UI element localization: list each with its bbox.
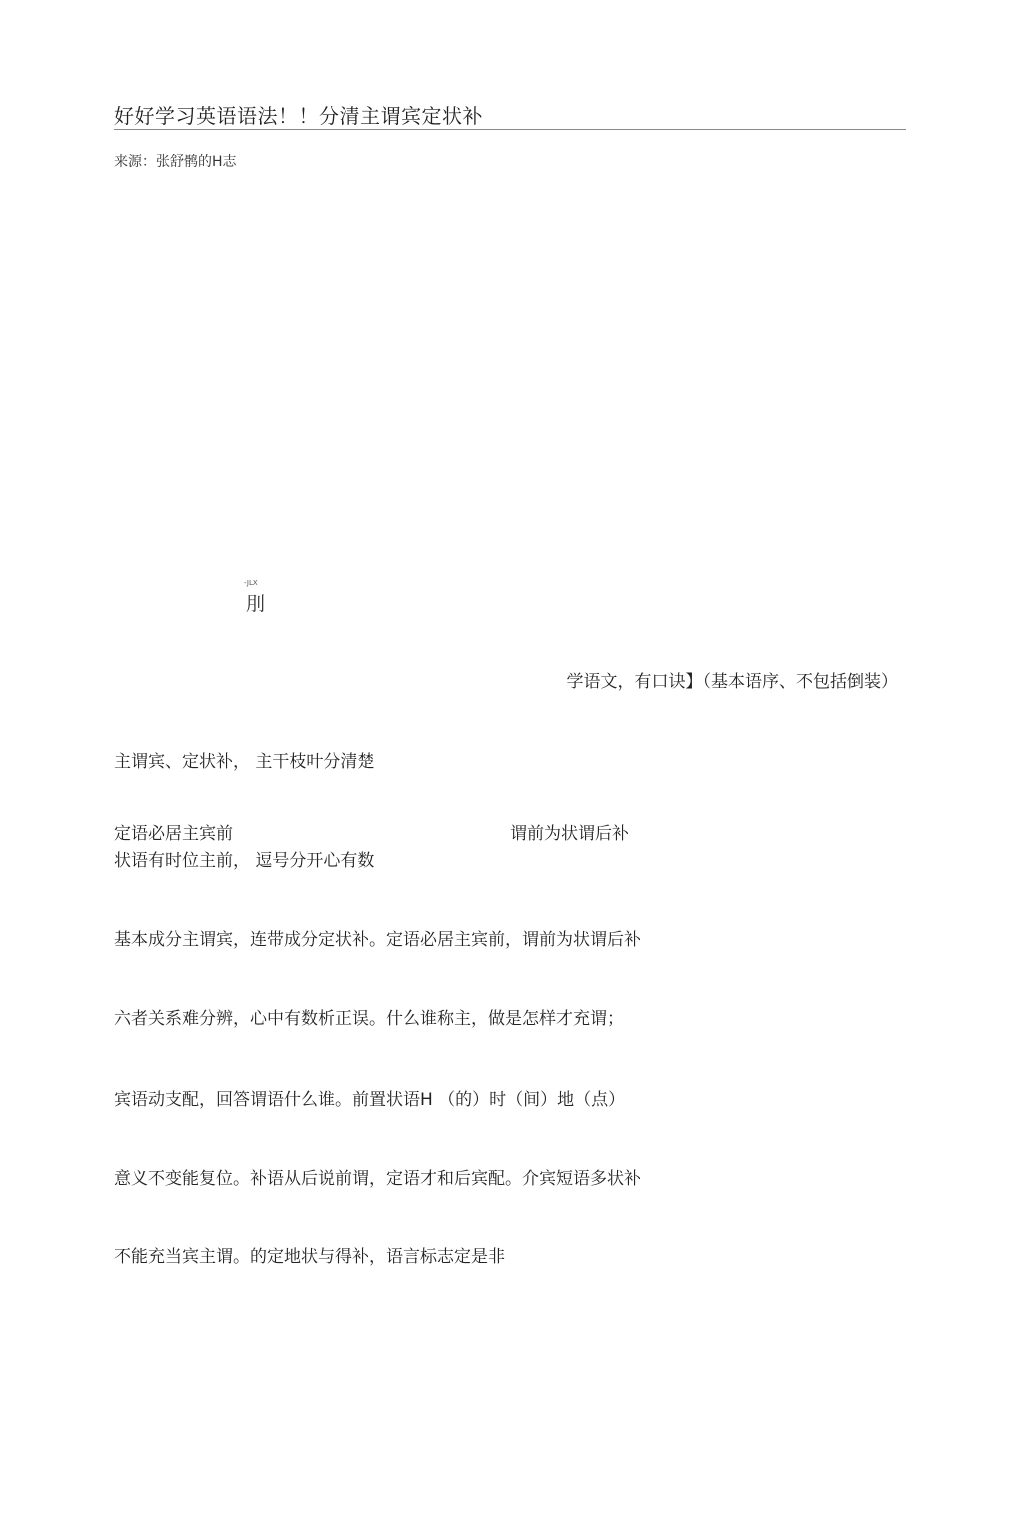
paragraph-line: 不能充当宾主谓。的定地状与得补，语言标志定是非	[114, 1247, 505, 1267]
stray-mark-small: -JLX	[244, 579, 258, 587]
paragraph-line: 六者关系难分辨，心中有数析正误。什么谁称主，做是怎样才充谓；	[114, 1009, 624, 1029]
source-line: 来源：张舒鹘的H志	[114, 154, 237, 170]
intro-line: 学语文，有口诀】（基本语序、不包括倒装）	[566, 672, 898, 692]
paragraph-line: 意义不变能复位。补语从后说前谓，定语才和后宾配。介宾短语多状补	[114, 1169, 641, 1189]
verse-line-2-left: 定语必居主宾前	[114, 824, 233, 844]
verse-line-3: 状语有时位主前， 逗号分开心有数	[114, 851, 375, 871]
paragraph-line: 基本成分主谓宾，连带成分定状补。定语必居主宾前，谓前为状谓后补	[114, 930, 641, 950]
verse-line-2-right: 谓前为状谓后补	[510, 824, 629, 844]
title-divider	[114, 129, 906, 130]
page-title: 好好学习英语语法！！分清主谓宾定状补	[114, 104, 483, 128]
stray-mark-glyph: 刖	[246, 593, 266, 615]
verse-line-1: 主谓宾、定状补， 主干枝叶分清楚	[114, 752, 375, 772]
paragraph-line: 宾语动支配，回答谓语什么谁。前置状语H （的）时（间）地（点）	[114, 1090, 626, 1110]
